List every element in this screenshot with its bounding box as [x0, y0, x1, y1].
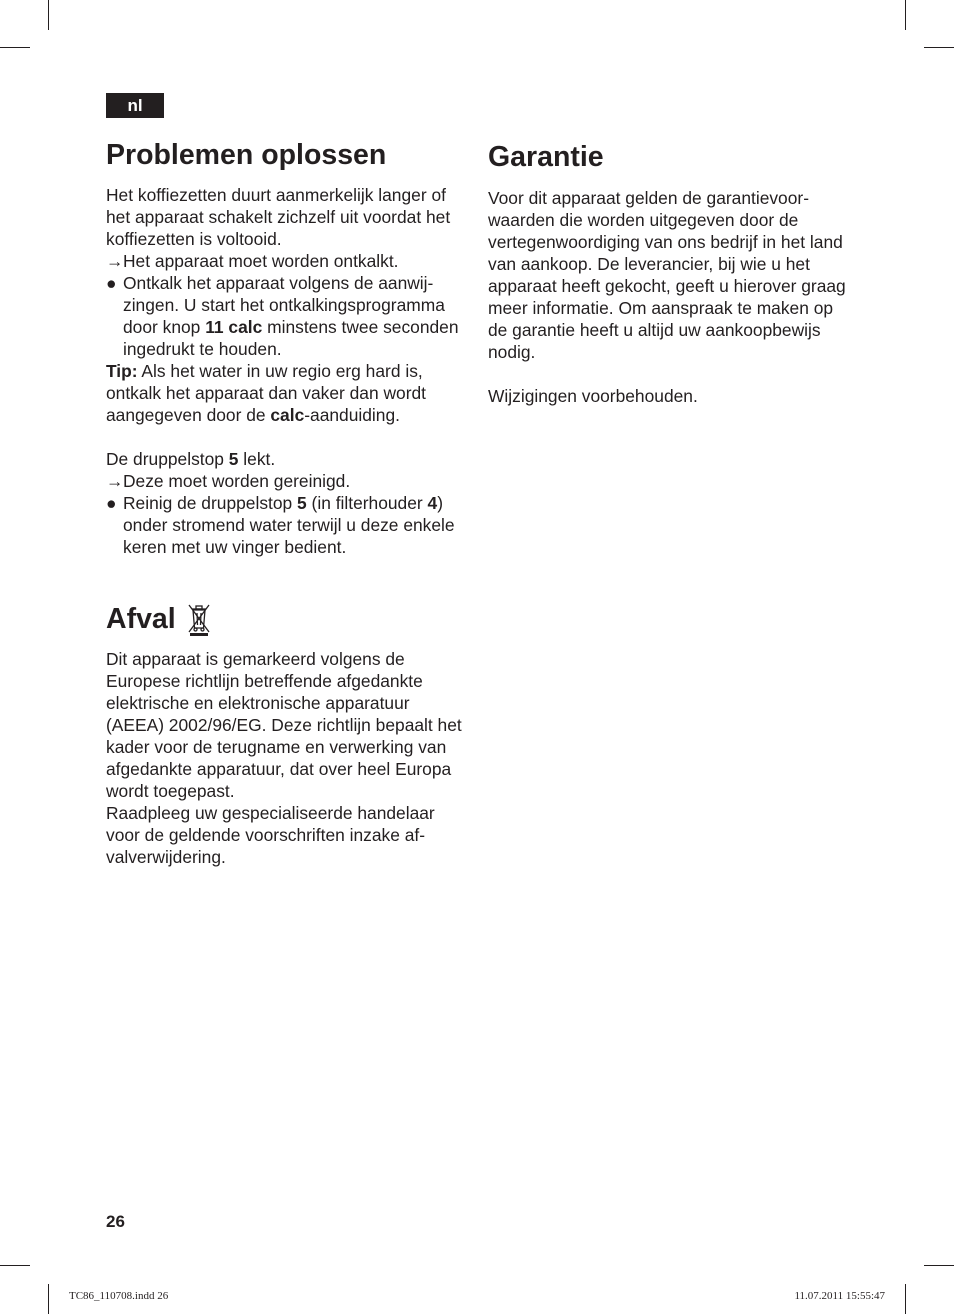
language-tab: nl: [106, 93, 164, 118]
warranty-heading: Garantie: [488, 141, 604, 173]
crop-mark: [924, 1265, 954, 1266]
issue1-remedy: [106, 272, 468, 360]
crop-mark: [48, 0, 49, 30]
issue1-cause: [106, 250, 468, 272]
issue1-cause-text: Het apparaat moet worden ontkalkt.: [123, 251, 399, 271]
crop-mark: [924, 47, 954, 48]
warranty-paragraph: Voor dit apparaat gelden de garantievoorwaarden die worden uitgegeven door de vertegenwoordiging van ons bedrijf in het land van aankoop. De leverancier, bij wie u het apparaat heeft gekocht, geeft u hierover graag meer informatie. Om aanspraak te maken op de garantie heeft u altijd uw aankoopbewijs nodig.: [488, 188, 846, 362]
calc-reference: calc: [270, 405, 305, 425]
right-column: [488, 138, 850, 407]
bullet-icon: ●: [106, 273, 117, 293]
issue1-description: Het koffiezetten duurt aanmerkelijk langer of het apparaat schakelt zichzelf uit voordat het koffiezetten is voltooid.: [106, 185, 451, 249]
crop-mark: [905, 1284, 906, 1314]
issue2-remedy-text: Reinig de druppelstop 5 (in filterhouder 4) onder stromend water terwijl u deze enkele keren met uw vinger bedient.: [123, 493, 455, 557]
tip-paragraph: Tip: Als het water in uw regio erg hard is, ontkalk het apparaat dan vaker dan wordt aangegeven door de calc-aanduiding.: [106, 361, 427, 425]
waste-heading: [106, 602, 468, 636]
crossed-out-wheelie-bin-icon: [184, 602, 214, 636]
waste-paragraph-1: Dit apparaat is gemarkeerd volgens de Europese richtlijn betreffende afgedankte elektrische en elektronische apparatuur (AEEA) 2002/96/EG. Deze richtlijn bepaalt het kader voor de terugname en verwerking van afgedankte apparatuur, dat over heel Europa wordt toegepast.: [106, 649, 462, 801]
crop-mark: [0, 1265, 30, 1266]
crop-mark: [905, 0, 906, 30]
issue2-remedy: [106, 492, 468, 558]
arrow-icon: →: [106, 471, 124, 491]
left-column: [106, 138, 468, 868]
waste-heading-text: Afval: [106, 603, 176, 635]
issue2-cause: [106, 470, 468, 492]
slug-filename: TC86_110708.indd 26: [69, 1290, 169, 1302]
button-reference: 11 calc: [205, 317, 263, 337]
warranty-note: Wijzigingen voorbehouden.: [488, 386, 698, 406]
page-number: 26: [106, 1212, 125, 1231]
arrow-icon: →: [106, 251, 124, 271]
issue2-description: De druppelstop 5 lekt.: [106, 449, 276, 469]
issue1-remedy-text: Ontkalk het apparaat volgens de aanwijzingen. U start het ontkalkingsprogramma door knop 11 calc minstens twee seconden ingedrukt te houden.: [123, 273, 459, 359]
crop-mark: [0, 47, 30, 48]
problems-heading: Problemen oplossen: [106, 139, 387, 171]
bullet-icon: ●: [106, 493, 117, 513]
issue2-cause-text: Deze moet worden gereinigd.: [123, 471, 351, 491]
crop-mark: [48, 1284, 49, 1314]
waste-paragraph-2: Raadpleeg uw gespecialiseerde handelaar voor de geldende voorschriften inzake afvalverwijdering.: [106, 803, 435, 867]
tip-label: Tip:: [106, 361, 138, 381]
slug-timestamp: 11.07.2011 15:55:47: [794, 1290, 885, 1302]
